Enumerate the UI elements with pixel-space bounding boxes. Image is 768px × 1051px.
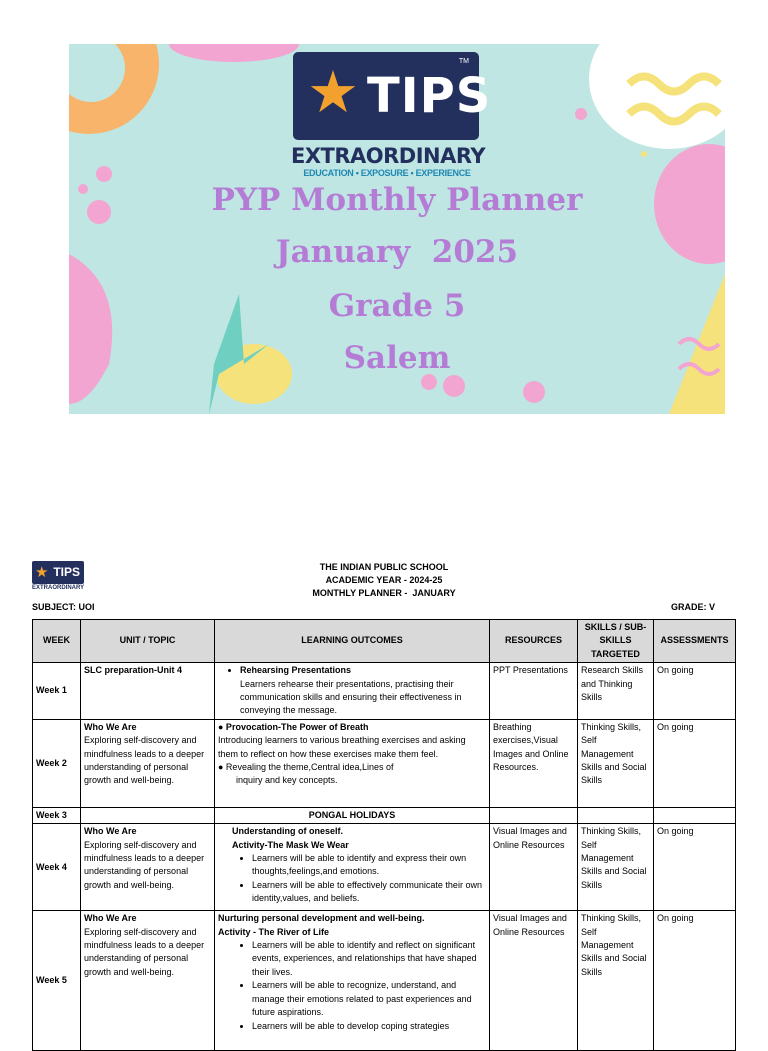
resources: Visual Images and Online Resources (490, 824, 578, 911)
school-name: THE INDIAN PUBLIC SCHOOL (319, 562, 449, 572)
header-learning-outcomes: LEARNING OUTCOMES (215, 620, 490, 663)
learning-outcomes (215, 824, 490, 911)
outcome-text: Learners rehearse their presentations, practising their communication skills and ensuring their effectiveness in conveying the message. (240, 678, 462, 716)
empty-cell (81, 807, 215, 823)
logo-tagline: EXTRAORDINARY (291, 144, 486, 168)
learning-outcomes (215, 911, 490, 1051)
week-label: Week 4 (33, 824, 81, 911)
unit-topic (81, 911, 215, 1051)
mini-logo-star-icon: ★ (35, 563, 49, 581)
reveal-text: ● Revealing the theme,Central idea,Lines of (218, 762, 394, 773)
week-label: Week 3 (33, 807, 81, 823)
table-row-week-4 (33, 824, 736, 911)
resources: Breathing exercises,Visual Images and Online Resources. (490, 719, 578, 807)
topic-title: Who We Are (84, 826, 137, 837)
holiday-note: PONGAL HOLIDAYS (215, 807, 490, 823)
outcome-bullet: • Learners will be able to effectively communicate their own identity,values, and beliefs. (252, 879, 486, 906)
header-assessments: ASSESSMENTS (654, 620, 736, 663)
activity-title: Activity-The Mask We Wear (232, 839, 349, 850)
unit-topic: SLC preparation-Unit 4 (81, 663, 215, 720)
skills: Thinking Skills, Self Management Skills and Social Skills (578, 824, 654, 911)
assessment: On going (654, 824, 736, 911)
logo-trademark: TM (458, 58, 469, 65)
cover-month: January 2025 (275, 234, 519, 270)
cover-banner (69, 44, 725, 414)
header-week: WEEK (33, 620, 81, 663)
planner-title: MONTHLY PLANNER - JANUARY (312, 588, 456, 598)
logo-word: TIPS (367, 68, 492, 124)
mini-logo-tagline: EXTRAORDINARY (32, 585, 85, 591)
outcome-bullet: • Learners will be able to identify and reflect on significant events, experiences, and relationships that have shaped their lives. (252, 939, 486, 979)
unit-topic (81, 824, 215, 911)
table-row-week-3 (33, 807, 736, 823)
activity-title: Activity - The River of Life (218, 926, 330, 937)
topic-description: Exploring self-discovery and mindfulness leads to a deeper understanding of personal growth and well-being. (84, 926, 205, 977)
planner-table (32, 619, 736, 1051)
table-row-week-5 (33, 911, 736, 1051)
tips-logo (293, 52, 492, 140)
week-label: Week 2 (33, 719, 81, 807)
skills: Research Skills and Thinking Skills (578, 663, 654, 720)
reveal-text-cont: inquiry and key concepts. (236, 775, 338, 786)
logo-subtagline: EDUCATION • EXPOSURE • EXPERIENCE (303, 168, 471, 178)
resources: Visual Images and Online Resources (490, 911, 578, 1051)
topic-description: Exploring self-discovery and mindfulness leads to a deeper understanding of personal growth and well-being. (84, 839, 205, 890)
cover-campus: Salem (343, 340, 451, 376)
cover-grade: Grade 5 (328, 288, 466, 324)
skills: Thinking Skills, Self Management Skills and Social Skills (578, 719, 654, 807)
logo-star-icon: ★ (307, 58, 359, 126)
cover-title: PYP Monthly Planner (211, 182, 583, 218)
grade-label: GRADE: V (671, 602, 716, 612)
subject-label: SUBJECT: UOI (32, 602, 95, 612)
skills: Thinking Skills, Self Management Skills and Social Skills (578, 911, 654, 1051)
table-header-row (33, 620, 736, 663)
topic-description: Exploring self-discovery and mindfulness leads to a deeper understanding of personal growth and well-being. (84, 735, 205, 786)
outcome-bullet: • Learners will be able to recognize, understand, and manage their emotions related to past experiences and future aspirations. (252, 979, 486, 1019)
table-row-week-2 (33, 719, 736, 807)
header-unit-topic: UNIT / TOPIC (81, 620, 215, 663)
learning-outcomes (215, 663, 490, 720)
empty-cell (490, 807, 578, 823)
outcome-bullet: • Rehearsing Presentations (240, 664, 486, 677)
outcome-bullet: • Learners will be able to identify and express their own thoughts,feelings,and emotions. (252, 852, 486, 879)
assessment: On going (654, 911, 736, 1051)
outcome-heading: Nurturing personal development and well-being. (218, 913, 425, 924)
assessment: On going (654, 663, 736, 720)
empty-cell (578, 807, 654, 823)
header-skills: SKILLS / SUB-SKILLS TARGETED (578, 620, 654, 663)
topic-title: Who We Are (84, 721, 137, 732)
outcome-bullet: • Learners will be able to develop coping strategies (252, 1020, 486, 1033)
table-row-week-1 (33, 663, 736, 720)
provocation-title: ● Provocation-The Power of Breath (218, 721, 369, 732)
resources: PPT Presentations (490, 663, 578, 720)
empty-cell (654, 807, 736, 823)
assessment: On going (654, 719, 736, 807)
week-label: Week 1 (33, 663, 81, 720)
learning-outcomes (215, 719, 490, 807)
week-label: Week 5 (33, 911, 81, 1051)
outcome-heading: Understanding of oneself. (232, 826, 344, 837)
topic-title: Who We Are (84, 913, 137, 924)
unit-topic (81, 719, 215, 807)
mini-logo-word: TIPS (53, 565, 80, 579)
provocation-text: Introducing learners to various breathing exercises and asking them to reflect on how these exercises make them feel. (218, 735, 466, 759)
academic-year: ACADEMIC YEAR - 2024-25 (325, 575, 443, 585)
header-resources: RESOURCES (490, 620, 578, 663)
